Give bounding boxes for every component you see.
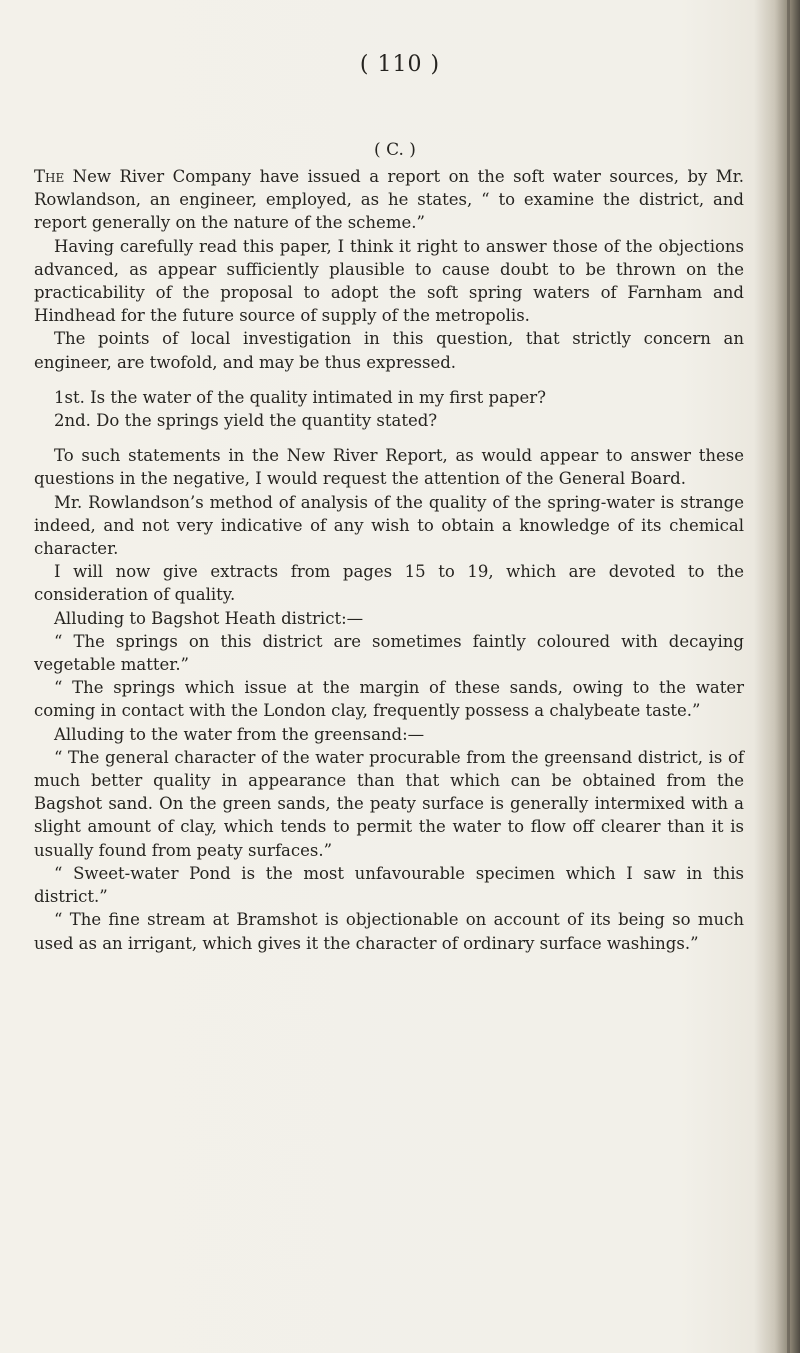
question-first: 1st. Is the water of the quality intimated in my first paper?: [54, 387, 546, 407]
page-number: ( 110 ): [359, 52, 441, 77]
paragraph: Alluding to Bagshot Heath district:—: [54, 608, 364, 628]
paragraph: I will now give extracts from pages 15 to 19, which are devoted to the consideration of quality.: [34, 562, 744, 605]
binding-line: [787, 0, 790, 1353]
paragraph-intro: [34, 165, 744, 235]
section-label: ( C. ): [374, 140, 416, 160]
quote: “ The springs which issue at the margin of these sands, owing to the water coming in contact with the London clay, frequently possess a chalybeate taste.”: [34, 678, 744, 721]
paragraph: To such statements in the New River Report, as would appear to answer these questions in the negative, I would request the attention of the General Board.: [34, 446, 744, 489]
page-edge-shadow: [754, 0, 800, 1353]
quote: “ The fine stream at Bramshot is objectionable on account of its being so much used as an irrigant, which gives it the character of ordinary surface washings.”: [34, 910, 744, 953]
quote: “ The general character of the water procurable from the greensand district, is of much better quality in appearance than that which can be obtained from the Bagshot sand. On the green sands, the peaty surface is generally intermixed with a slight amount of clay, which tends to permit the water to flow off clearer than it is usually found from peaty surfaces.”: [34, 747, 744, 860]
lead-word: The: [34, 167, 65, 186]
question-second: 2nd. Do the springs yield the quantity stated?: [54, 411, 438, 431]
paragraph-text: New River Company have issued a report on the soft water sources, by Mr. Rowlandson, an engineer, employed, as he states, “ to examine the district, and report generally on the nature of the scheme.”: [34, 167, 744, 233]
body-text: [34, 165, 744, 955]
paragraph: Mr. Rowlandson’s method of analysis of the quality of the spring-water is strange indeed, and not very indicative of any wish to obtain a knowledge of its chemical character.: [34, 492, 744, 559]
paragraph: The points of local investigation in this question, that strictly concern an engineer, are twofold, and may be thus expressed.: [34, 329, 744, 372]
quote: “ Sweet-water Pond is the most unfavourable specimen which I saw in this district.”: [34, 863, 744, 907]
paragraph: Having carefully read this paper, I think it right to answer those of the objections advanced, as appear sufficiently plausible to cause doubt to be thrown on the practicability of the proposal to adopt the soft spring waters of Farnham and Hindhead for the future source of supply of the metropolis.: [34, 236, 744, 326]
paragraph: Alluding to the water from the greensand:—: [54, 724, 425, 744]
quote: “ The springs on this district are sometimes faintly coloured with decaying vegetable matter.”: [34, 631, 744, 675]
